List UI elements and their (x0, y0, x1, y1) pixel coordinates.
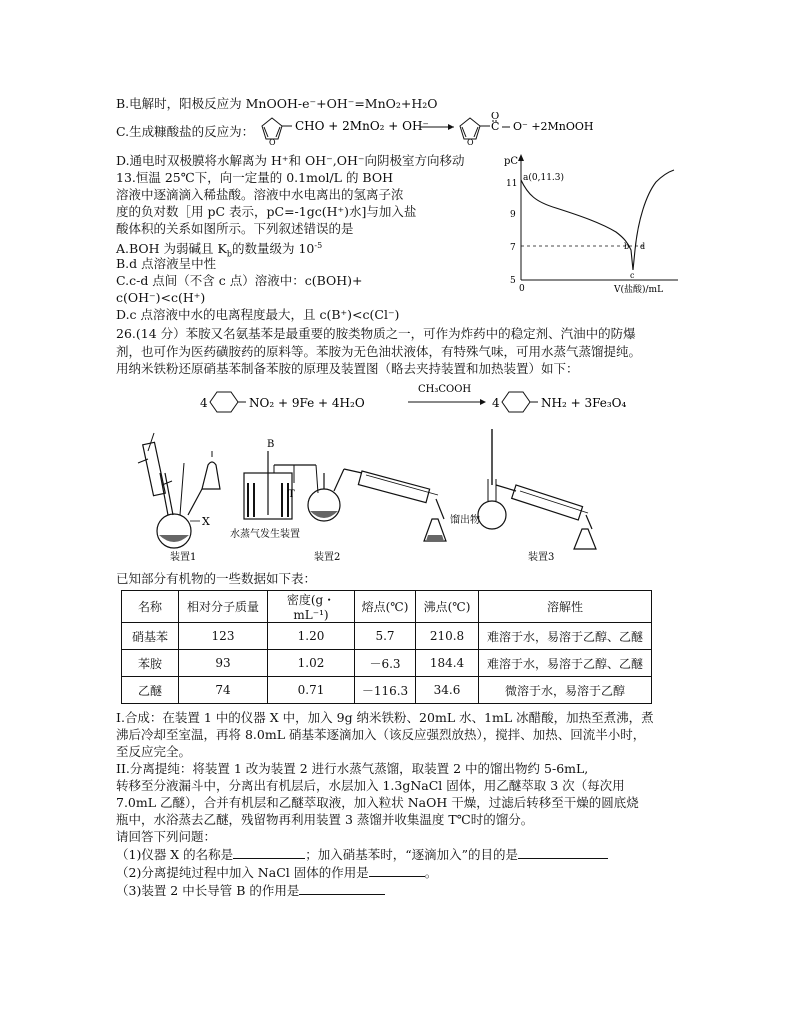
part1-line2: 沸后冷却至室温，再将 8.0mL 硝基苯逐滴加入（该反应强烈放热），搅拌、加热、回流半小时， (116, 727, 646, 742)
label-x: X (202, 515, 210, 528)
option-b: B.电解时，阳极反应为 MnOOH-e⁻+OH⁻=MnO₂+H₂O (116, 96, 438, 111)
cell-melting-point: －6.3 (355, 650, 416, 677)
answer-blank-tube-b[interactable] (299, 882, 385, 895)
benzene-ring-icon (210, 392, 238, 412)
apparatus-diagram (126, 423, 616, 565)
organic-data-table (121, 590, 652, 704)
flask-x (157, 514, 191, 548)
q13-option-a: A.BOH 为弱碱且 $K_b$的数量级为 $10^{-5}$ (116, 241, 323, 259)
coef-left: 4 (200, 396, 208, 410)
point-d-label: d (640, 242, 646, 251)
pc-curve (521, 170, 674, 270)
furan-ring-product-icon (460, 118, 490, 147)
furfural-reaction-scheme (258, 112, 794, 148)
apparatus-3 (478, 429, 596, 563)
header-molar-mass: 相对分子质量 (179, 591, 268, 623)
header-density: 密度(g・mL⁻¹) (268, 591, 355, 623)
cell-density: 1.20 (268, 623, 355, 650)
cell-molar-mass: 123 (179, 623, 268, 650)
label-b: B (267, 439, 275, 450)
reactants-text: NO₂ + 9Fe + 4H₂O (249, 396, 365, 410)
origin-label: 0 (519, 284, 525, 294)
nitrobenzene-reduction-scheme (196, 380, 666, 422)
products-text: NH₂ + 3Fe₃O₄ (541, 396, 627, 410)
cell-boiling-point: 210.8 (416, 623, 479, 650)
q13-line1: 13.恒温 25℃下，向一定量的 0.1mol/L 的 BOH (116, 170, 393, 185)
cell-name: 硝基苯 (122, 623, 179, 650)
reflux-condenser (143, 442, 166, 495)
q13-option-c-line1: C.c-d 点间（不含 c 点）溶液中：c(BOH)+ (116, 273, 363, 288)
q13-line2: 溶液中逐滴滴入稀盐酸。溶液中水电离出的氢离子浓 (116, 187, 404, 202)
header-name: 名称 (122, 591, 179, 623)
part1-line1: I.合成：在装置 1 中的仪器 X 中，加入 9g 纳米铁粉、20mL 水、1mL 冰醋酸，加热至煮沸，煮 (116, 710, 654, 725)
ytick-5: 5 (510, 276, 516, 286)
cell-name: 苯胺 (122, 650, 179, 677)
carbonyl-c: C (491, 120, 500, 133)
header-boiling-point: 沸点(℃) (416, 591, 479, 623)
apparatus-1 (138, 433, 220, 563)
part2-line4: 瓶中，水浴蒸去乙醚，残留物再利用装置 3 蒸馏并收集温度 T℃时的馏分。 (116, 812, 534, 827)
benzene-ring-product-icon (502, 392, 530, 412)
apparatus-2 (230, 439, 480, 563)
furan-ring-icon (262, 118, 292, 147)
distillation-flask (478, 501, 506, 529)
ytick-9: 9 (510, 210, 516, 220)
option-d: D.通电时双极膜将水解离为 H⁺和 OH⁻,OH⁻向阴极室方向移动 (116, 153, 465, 168)
q13-line3: 度的负对数［用 pC 表示，pC=-1gc(H⁺)水]与加入盐 (116, 204, 417, 219)
dropping-funnel (202, 462, 220, 489)
cell-molar-mass: 74 (179, 677, 268, 704)
header-melting-point: 熔点(℃) (355, 591, 416, 623)
svg-text:O: O (269, 138, 276, 147)
cell-boiling-point: 184.4 (416, 650, 479, 677)
table-intro: 已知部分有机物的一些数据如下表： (116, 571, 317, 586)
steam-generator-label: 水蒸气发生装置 (230, 529, 300, 540)
table-row (122, 650, 652, 677)
q13-option-d: D.c 点溶液中水的电离程度最大，且 c(B⁺)<c(Cl⁻) (116, 307, 400, 322)
cell-solubility: 微溶于水，易溶于乙醇 (479, 677, 652, 704)
cell-density: 0.71 (268, 677, 355, 704)
carbonyl-o: O (491, 112, 500, 122)
question-1: （1)仪器 X 的名称是 ；加入硝基苯时，“逐滴加入”的目的是 (116, 846, 608, 863)
q26-line1: 26.(14 分）苯胺又名氨基苯是最重要的胺类物质之一，可作为炸药中的稳定剂、汽油中的防爆 (116, 326, 636, 341)
answer-blank-dropwise[interactable] (518, 846, 608, 859)
cell-molar-mass: 93 (179, 650, 268, 677)
answer-blank-nacl[interactable] (369, 864, 425, 877)
point-b-label: b (624, 242, 630, 251)
answer-blank-x[interactable] (233, 846, 305, 859)
cell-melting-point: 5.7 (355, 623, 416, 650)
q13-option-b: B.d 点溶液呈中性 (116, 256, 217, 271)
question-3: （3)装置 2 中长导管 B 的作用是 (116, 882, 385, 899)
cell-boiling-point: 34.6 (416, 677, 479, 704)
cell-name: 乙醚 (122, 677, 179, 704)
part2-line1: II.分离提纯：将装置 1 改为装置 2 进行水蒸气蒸馏，取装置 2 中的馏出物约 5-6mL, (116, 761, 589, 776)
table-row (122, 623, 652, 650)
product-text: O⁻ +2MnOOH (513, 120, 594, 133)
table-header-row (122, 591, 652, 623)
x-axis-label: V(盐酸)/mL (614, 285, 664, 295)
point-c-label: c (630, 271, 635, 280)
condenser-3 (512, 485, 583, 520)
cell-solubility: 难溶于水，易溶于乙醇、乙醚 (479, 650, 652, 677)
q13-option-c-line2: c(OH⁻)<c(H⁺) (116, 290, 206, 305)
distillate-label: 馏出物 (450, 515, 480, 526)
cell-solubility: 难溶于水，易溶于乙醇、乙醚 (479, 623, 652, 650)
part1-line3: 至反应完全。 (116, 744, 192, 759)
q26-line2: 剂，也可作为医药磺胺药的原料等。苯胺为无色油状液体，有特殊气味，可用水蒸气蒸馏提纯。 (116, 344, 642, 359)
point-a-label: a(0,11.3) (523, 173, 565, 183)
header-solubility: 溶解性 (479, 591, 652, 623)
apparatus-1-label: 装置1 (170, 552, 197, 563)
apparatus-2-label: 装置2 (314, 552, 341, 563)
reactant-text: CHO + 2MnO₂ + OH⁻ (295, 119, 429, 133)
part2-line3: 7.0mL 乙醚），合并有机层和乙醚萃取液，加入粒状 NaOH 干燥，过滤后转移至干燥的圆底烧 (116, 795, 639, 810)
y-axis-label: pC (504, 156, 519, 167)
pc-titration-graph (496, 150, 686, 300)
q13-line4: 酸体积的关系如图所示。下列叙述错误的是 (116, 221, 354, 236)
apparatus-3-label: 装置3 (528, 552, 555, 563)
ytick-11: 11 (506, 179, 518, 189)
cell-melting-point: －116.3 (355, 677, 416, 704)
question-2: （2)分离提纯过程中加入 NaCl 固体的作用是 。 (116, 865, 438, 880)
option-c-label: C.生成糠酸盐的反应为： (116, 124, 255, 139)
table-row (122, 677, 652, 704)
part2-line2: 转移至分液漏斗中，分离出有机层后，水层加入 1.3gNaCl 固体，用乙醚萃取 3 次（每次用 (116, 778, 625, 793)
label-t: T (288, 489, 295, 500)
receiver-flask-3 (574, 529, 596, 549)
catalyst-label: CH₃COOH (418, 384, 472, 395)
svg-text:O: O (467, 138, 474, 147)
coef-right: 4 (492, 396, 500, 410)
ytick-7: 7 (510, 243, 516, 253)
q26-line3: 用纳米铁粉还原硝基苯制备苯胺的原理及装置图（略去夹持装置和加热装置）如下： (116, 361, 579, 376)
answer-intro: 请回答下列问题： (116, 829, 217, 844)
cell-density: 1.02 (268, 650, 355, 677)
